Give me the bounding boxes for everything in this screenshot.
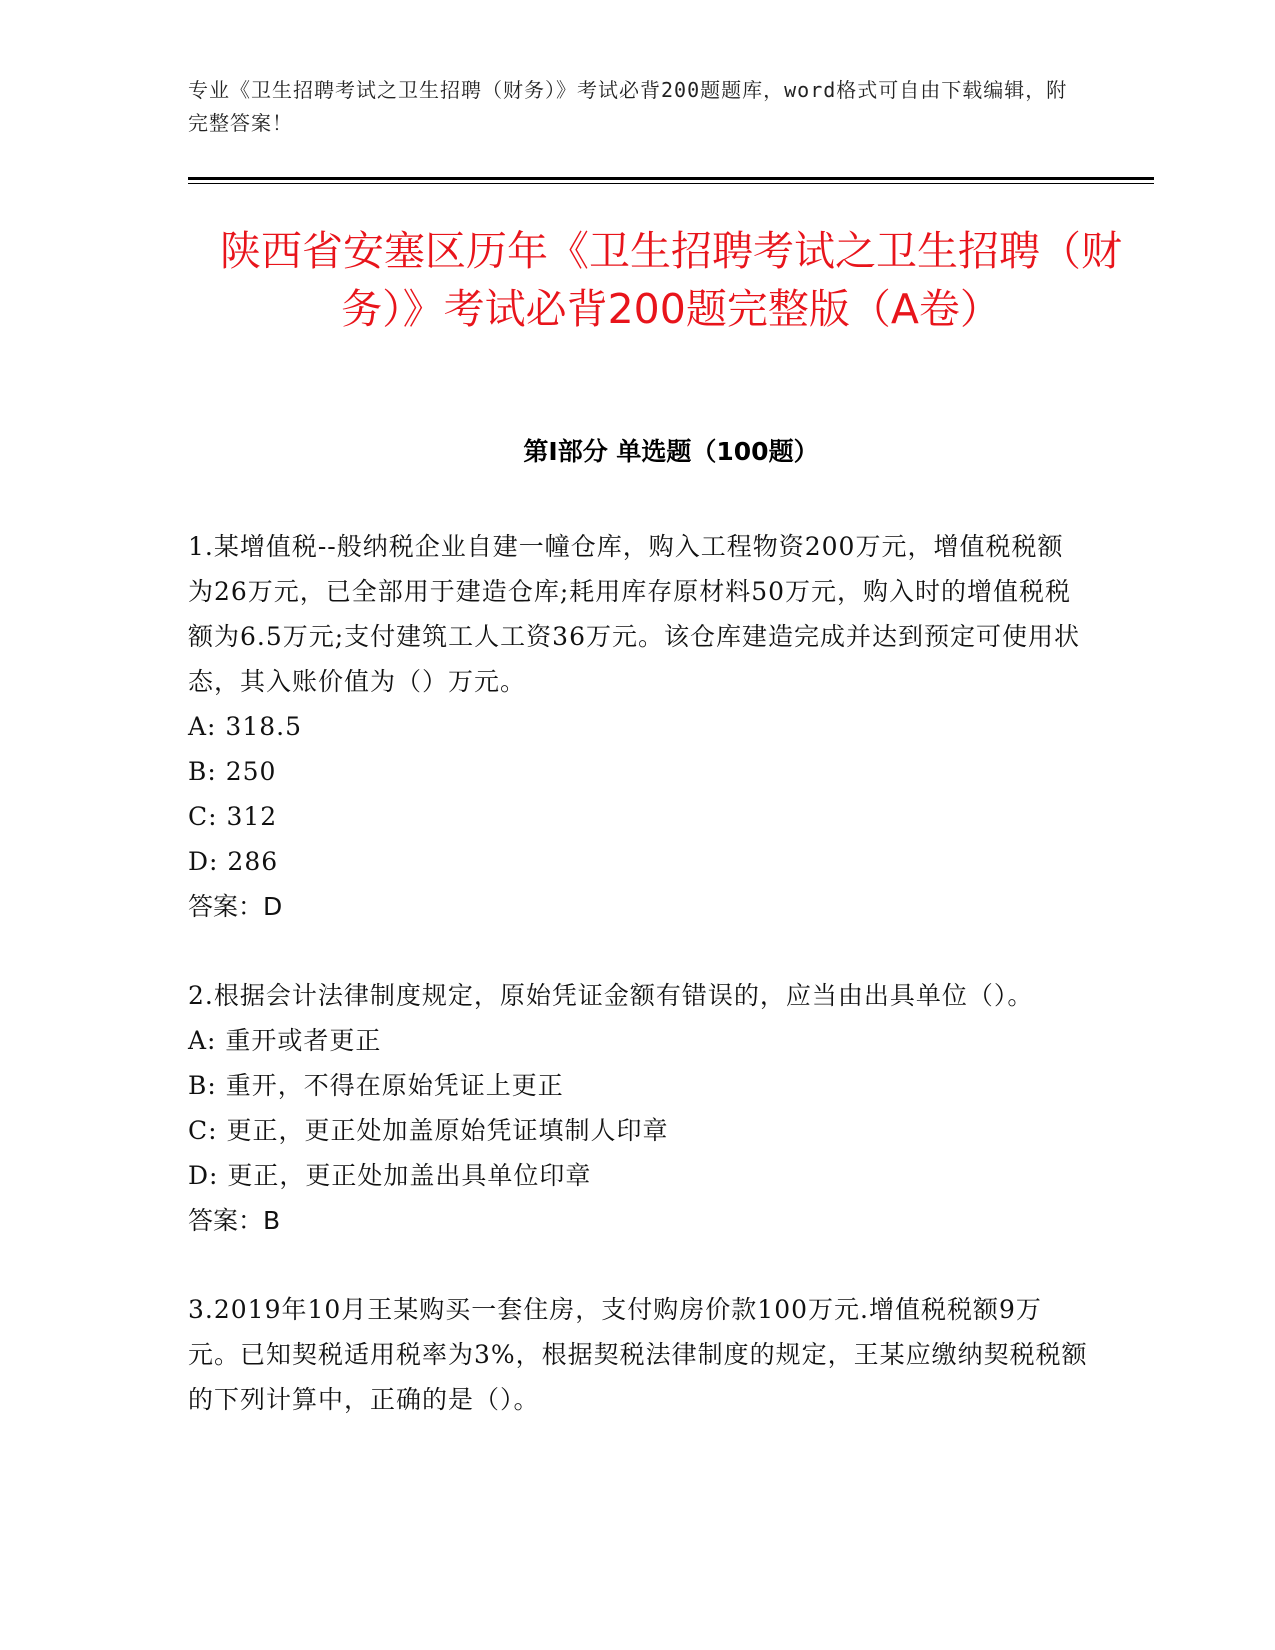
section-title: 第I部分 单选题（100题） — [523, 437, 819, 466]
question-2-option-d: D: 更正，更正处加盖出具单位印章 — [188, 1161, 592, 1190]
question-2-option-c: C: 更正，更正处加盖原始凭证填制人印章 — [188, 1116, 669, 1145]
header-note: 专业《卫生招聘考试之卫生招聘（财务）》考试必背200题题库，word格式可自由下载编辑，附完整答案！ — [188, 78, 1068, 135]
document-title: 陕西省安塞区历年《卫生招聘考试之卫生招聘（财务）》考试必背200题完整版（A卷） — [220, 227, 1122, 333]
header-divider-thick — [188, 177, 1154, 180]
question-1-option-a: A: 318.5 — [188, 712, 302, 741]
header-divider-thin — [188, 183, 1154, 184]
question-list — [188, 524, 1088, 1422]
question-3 — [188, 1287, 1088, 1422]
question-1-option-b: B: 250 — [188, 757, 277, 786]
question-2-stem: 2.根据会计法律制度规定，原始凭证金额有错误的，应当由出具单位（）。 — [188, 981, 1034, 1010]
question-2-option-a: A: 重开或者更正 — [188, 1026, 382, 1055]
question-3-stem: 3.2019年10月王某购买一套住房，支付购房价款100万元.增值税税额9万元。已知契税适用税率为3%，根据契税法律制度的规定，王某应缴纳契税税额的下列计算中，正确的是（）。 — [188, 1295, 1088, 1414]
question-1-option-d: D: 286 — [188, 847, 279, 876]
question-2-option-b: B: 重开，不得在原始凭证上更正 — [188, 1071, 564, 1100]
question-1 — [188, 524, 1088, 929]
question-1-answer: 答案：D — [188, 892, 283, 921]
question-1-stem: 1.某增值税--般纳税企业自建一幢仓库，购入工程物资200万元，增值税税额为26万元，已全部用于建造仓库;耗用库存原材料50万元，购入时的增值税税额为6.5万元;支付建筑工人工资36万元。该仓库建造完成并达到预定可使用状态，其入账价值为（）万元。 — [188, 532, 1080, 696]
question-1-option-c: C: 312 — [188, 802, 278, 831]
question-2 — [188, 973, 1088, 1243]
question-2-answer: 答案：B — [188, 1206, 281, 1235]
